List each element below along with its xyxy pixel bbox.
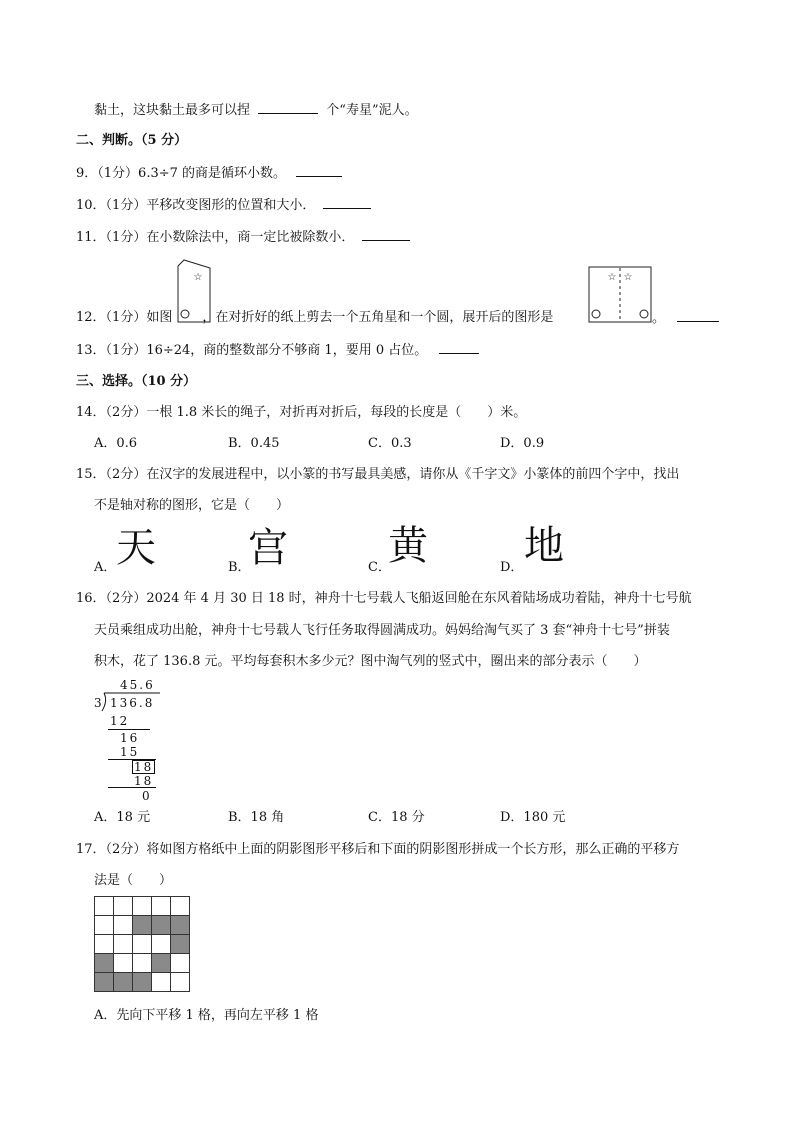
division-dividend: 136.8	[110, 696, 155, 710]
section2-title: 二、判断。（5 分）	[76, 133, 188, 148]
q15-option-b-label[interactable]: B．	[228, 560, 251, 575]
q15-option-c-label[interactable]: C．	[368, 560, 391, 575]
seal-glyph-gong: 宫	[248, 525, 288, 571]
q17-line1: 17．（2分）将如图方格纸中上面的阴影图形平移后和下面的阴影图形拼成一个长方形，那么正确的平移方	[76, 842, 680, 857]
q16-option-d[interactable]: D．180 元	[500, 810, 566, 825]
q13-answer-blank[interactable]	[439, 341, 479, 354]
division-step-1: 12	[110, 714, 130, 728]
q15-line1: 15．（2分）在汉字的发展进程中，以小篆的书写最具美感，请你从《千字文》小篆体的前四个字中，找出	[76, 467, 680, 482]
q12-text-c: 。	[652, 311, 666, 326]
q10-text: 10．（1分）平移改变图形的位置和大小．	[76, 198, 316, 213]
q12-text-a: 12．（1分）如图	[76, 310, 173, 325]
q8-text-before: 黏土，这块黏土最多可以捏	[94, 103, 251, 118]
q15-option-d-label[interactable]: D．	[500, 560, 524, 575]
seal-glyph-di: 地	[524, 523, 564, 569]
q16-line2: 天员乘组成功出舱，神舟十七号载人飞行任务取得圆满成功。妈妈给淘气买了 3 套“神舟十七号”拼装	[94, 623, 670, 638]
q13	[76, 341, 479, 360]
shaded-grid-figure	[94, 896, 190, 992]
division-rule-1	[108, 729, 150, 730]
q17-option-a[interactable]: A．先向下平移 1 格，再向左平移 1 格	[94, 1008, 319, 1023]
q9	[76, 164, 342, 183]
division-remainder: 0	[142, 789, 152, 803]
q14-option-d[interactable]: D．0.9	[500, 436, 545, 451]
q11-answer-blank[interactable]	[362, 228, 410, 241]
q16-line1: 16．（2分）2024 年 4 月 30 日 18 时，神舟十七号载人飞船返回舱在东风着陆场成功着陆，神舟十七号航	[76, 591, 692, 606]
q14-option-c[interactable]: C．0.3	[368, 436, 412, 451]
seal-glyph-tian: 天	[116, 525, 156, 571]
division-quotient: 45.6	[120, 678, 155, 692]
q12-answer-blank[interactable]	[677, 309, 719, 322]
division-step-2: 16	[120, 731, 140, 745]
division-divisor: 3	[94, 696, 104, 710]
q16-line3: 积木，花了 136.8 元。平均每套积木多少元？图中淘气列的竖式中，圈出来的部分表示（ ）	[94, 654, 647, 669]
q8-tail	[94, 101, 418, 120]
q14-text: 14．（2分）一根 1.8 米长的绳子，对折再对折后，每段的长度是（ ）米。	[76, 405, 527, 420]
section3-title: 三、选择。（10 分）	[76, 374, 197, 389]
q8-answer-blank[interactable]	[258, 101, 318, 114]
q8-text-after: 个“寿星”泥人。	[326, 103, 418, 118]
q12	[76, 309, 553, 327]
q9-text: 9．（1分）6.3÷7 的商是循环小数。	[76, 166, 287, 181]
seal-glyph-huang: 黄	[388, 523, 428, 569]
q10	[76, 196, 371, 215]
unfolded-paper-figure	[588, 266, 652, 324]
q15-line2: 不是轴对称的图形，它是（ ）	[94, 498, 290, 513]
q14-option-b[interactable]: B．0.45	[228, 436, 280, 451]
division-circled-18: 18	[134, 760, 154, 774]
q16-option-c[interactable]: C．18 分	[368, 810, 425, 825]
q16-option-a[interactable]: A．18 元	[94, 810, 151, 825]
q14-option-a[interactable]: A．0.6	[94, 436, 138, 451]
q16-option-b[interactable]: B．18 角	[228, 810, 285, 825]
division-step-5: 18	[134, 774, 154, 788]
q13-text: 13．（1分）16÷24，商的整数部分不够商 1，要用 0 占位。	[76, 343, 428, 358]
q10-answer-blank[interactable]	[323, 196, 371, 209]
q9-answer-blank[interactable]	[296, 164, 342, 177]
q12-text-b: ，在对折好的纸上剪去一个五角星和一个圆，展开后的图形是	[202, 310, 554, 325]
q11-text: 11．（1分）在小数除法中，商一定比被除数小．	[76, 230, 355, 245]
svg-text:☆: ☆	[607, 272, 617, 283]
svg-text:☆: ☆	[623, 272, 633, 283]
q15-option-a-label[interactable]: A．	[94, 560, 117, 575]
division-step-3: 15	[120, 745, 140, 759]
svg-text:☆: ☆	[193, 272, 203, 283]
q11	[76, 228, 410, 247]
division-rule-3	[108, 787, 156, 788]
q12-end	[652, 309, 719, 328]
q17-line2: 法是（ ）	[94, 873, 173, 888]
